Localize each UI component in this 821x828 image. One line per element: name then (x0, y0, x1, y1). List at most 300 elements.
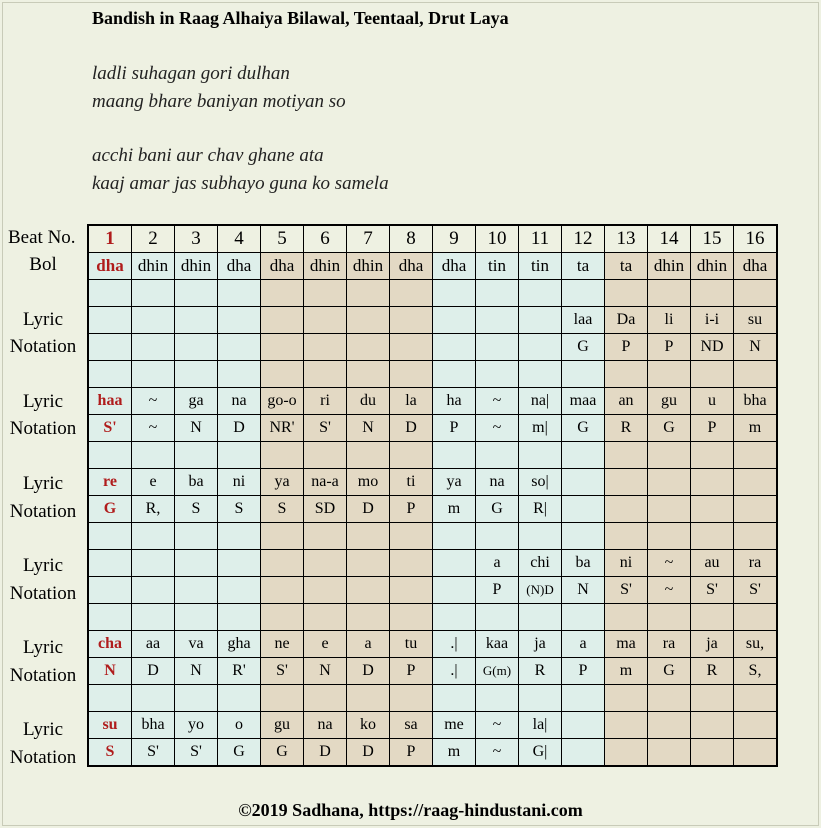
lyric-cell (433, 550, 476, 577)
lyric-cell: va (175, 631, 218, 658)
notation-cell (261, 577, 304, 604)
spacer-cell (562, 523, 605, 550)
notation-cell: R (519, 658, 562, 685)
spacer-cell (648, 685, 691, 712)
lyric-line-2: maang bhare baniyan motiyan so (92, 91, 346, 112)
spacer-cell (605, 442, 648, 469)
copyright-footer: ©2019 Sadhana, https://raag-hindustani.com (238, 800, 583, 820)
spacer-cell (88, 604, 132, 631)
bol-cell: ta (605, 253, 648, 280)
lyric-cell: su (734, 307, 778, 334)
spacer-cell (519, 604, 562, 631)
lyric-cell: a (476, 550, 519, 577)
lyric-cell (88, 550, 132, 577)
bol-cell: dha (218, 253, 261, 280)
lyric-cell: ma (605, 631, 648, 658)
lyric-cell: an (605, 388, 648, 415)
lyric-cell (562, 469, 605, 496)
lyric-cell: cha (88, 631, 132, 658)
lyric-cell: u (691, 388, 734, 415)
spacer-cell (390, 685, 433, 712)
bol-cell: dhin (175, 253, 218, 280)
spacer-cell (562, 685, 605, 712)
notation-cell (347, 334, 390, 361)
notation-cell: D (347, 496, 390, 523)
spacer-cell (648, 280, 691, 307)
beat-number: 1 (88, 225, 132, 253)
notation-cell: S' (691, 577, 734, 604)
beat-number: 9 (433, 225, 476, 253)
notation-cell: N (734, 334, 778, 361)
lyric-cell: bha (132, 712, 175, 739)
lyric-cell (519, 307, 562, 334)
notation-label: Notation (9, 664, 77, 686)
spacer-cell (734, 442, 778, 469)
notation-cell (175, 577, 218, 604)
bol-cell: dha (734, 253, 778, 280)
spacer-cell (734, 523, 778, 550)
spacer-cell (175, 280, 218, 307)
notation-cell (261, 334, 304, 361)
notation-row (88, 334, 777, 361)
lyric-cell: tu (390, 631, 433, 658)
spacer-cell (562, 361, 605, 388)
spacer-cell (691, 442, 734, 469)
notation-cell: G| (519, 739, 562, 767)
notation-cell (605, 739, 648, 767)
lyric-cell: .| (433, 631, 476, 658)
lyric-cell: so| (519, 469, 562, 496)
spacer-cell (88, 685, 132, 712)
notation-cell (648, 739, 691, 767)
spacer-cell (132, 685, 175, 712)
beat-number: 8 (390, 225, 433, 253)
notation-cell: D (304, 739, 347, 767)
notation-cell: G (562, 415, 605, 442)
notation-cell: N (175, 658, 218, 685)
spacer-cell (261, 361, 304, 388)
beat-number: 5 (261, 225, 304, 253)
lyric-cell: ja (691, 631, 734, 658)
beat-number: 3 (175, 225, 218, 253)
notation-cell: R (605, 415, 648, 442)
notation-cell (648, 496, 691, 523)
notation-cell (433, 577, 476, 604)
spacer-cell (175, 604, 218, 631)
bol-cell: dhin (648, 253, 691, 280)
spacer-cell (218, 523, 261, 550)
notation-cell: P (390, 739, 433, 767)
notation-cell: S' (261, 658, 304, 685)
notation-cell: D (347, 658, 390, 685)
lyric-label: Lyric (22, 473, 64, 495)
notation-cell (218, 334, 261, 361)
lyric-cell: ya (433, 469, 476, 496)
notation-cell: D (132, 658, 175, 685)
lyric-cell: na (218, 388, 261, 415)
lyric-cell: ba (562, 550, 605, 577)
lyric-cell (605, 469, 648, 496)
lyric-cell: re (88, 469, 132, 496)
lyric-cell: na (476, 469, 519, 496)
lyric-cell: aa (132, 631, 175, 658)
notation-cell (304, 334, 347, 361)
spacer-cell (734, 361, 778, 388)
notation-cell: ~ (132, 415, 175, 442)
lyric-cell: ri (304, 388, 347, 415)
lyric-cell: ni (218, 469, 261, 496)
notation-cell (347, 577, 390, 604)
lyric-row (88, 550, 777, 577)
lyric-cell (562, 712, 605, 739)
bol-cell: dhin (132, 253, 175, 280)
lyric-cell: gu (261, 712, 304, 739)
notation-cell: R, (132, 496, 175, 523)
lyric-cell: su, (734, 631, 778, 658)
spacer-cell (648, 604, 691, 631)
notation-cell: P (390, 496, 433, 523)
spacer-cell (691, 361, 734, 388)
notation-cell: G (261, 739, 304, 767)
lyric-cell: haa (88, 388, 132, 415)
lyric-cell (691, 712, 734, 739)
lyric-row (88, 307, 777, 334)
spacer-cell (476, 685, 519, 712)
notation-cell: m| (519, 415, 562, 442)
bol-cell: dhin (304, 253, 347, 280)
notation-cell: P (476, 577, 519, 604)
notation-cell (734, 496, 778, 523)
notation-cell: m (433, 739, 476, 767)
spacer-cell (519, 523, 562, 550)
spacer-cell (605, 523, 648, 550)
spacer-cell (519, 442, 562, 469)
notation-cell: G (562, 334, 605, 361)
lyric-cell: o (218, 712, 261, 739)
lyric-cell: me (433, 712, 476, 739)
notation-cell (691, 496, 734, 523)
notation-cell: m (433, 496, 476, 523)
notation-cell (605, 496, 648, 523)
lyric-cell: ne (261, 631, 304, 658)
spacer-cell (390, 280, 433, 307)
lyric-cell (734, 712, 778, 739)
spacer-cell (347, 280, 390, 307)
notation-cell (562, 496, 605, 523)
bol-label: Bol (29, 254, 57, 276)
lyric-cell (648, 469, 691, 496)
lyric-cell: ~ (648, 550, 691, 577)
beat-number: 6 (304, 225, 347, 253)
notation-cell (304, 577, 347, 604)
spacer-cell (605, 604, 648, 631)
lyric-cell (304, 307, 347, 334)
spacer-cell (390, 361, 433, 388)
notation-cell (390, 577, 433, 604)
spacer-cell (304, 685, 347, 712)
notation-cell: P (691, 415, 734, 442)
notation-cell: P (648, 334, 691, 361)
bol-cell: dhin (691, 253, 734, 280)
notation-cell: m (734, 415, 778, 442)
lyric-cell: au (691, 550, 734, 577)
beat-number: 13 (605, 225, 648, 253)
notation-cell (218, 577, 261, 604)
lyric-cell: a (562, 631, 605, 658)
spacer-cell (132, 604, 175, 631)
lyric-cell: Da (605, 307, 648, 334)
beat-number: 14 (648, 225, 691, 253)
spacer-cell (261, 685, 304, 712)
lyric-cell (347, 550, 390, 577)
notation-cell: S' (132, 739, 175, 767)
spacer-cell (132, 442, 175, 469)
lyric-cell (390, 550, 433, 577)
notation-cell (519, 334, 562, 361)
notation-cell: S (175, 496, 218, 523)
notation-cell (691, 739, 734, 767)
bol-cell: dha (433, 253, 476, 280)
lyric-cell: li (648, 307, 691, 334)
notation-cell: G(m) (476, 658, 519, 685)
spacer-cell (175, 685, 218, 712)
spacer-cell (390, 523, 433, 550)
bol-cell: dha (261, 253, 304, 280)
spacer-cell (519, 361, 562, 388)
notation-cell: D (218, 415, 261, 442)
notation-row (88, 415, 777, 442)
notation-cell: S' (304, 415, 347, 442)
lyric-row (88, 631, 777, 658)
lyric-cell (605, 712, 648, 739)
spacer-cell (691, 604, 734, 631)
spacer-cell (734, 604, 778, 631)
lyric-cell: ~ (476, 712, 519, 739)
spacer-cell (304, 280, 347, 307)
lyric-cell: ~ (132, 388, 175, 415)
spacer-cell (347, 523, 390, 550)
lyric-cell: maa (562, 388, 605, 415)
notation-cell: D (390, 415, 433, 442)
lyric-cell: ni (605, 550, 648, 577)
spacer-cell (648, 442, 691, 469)
beat-number: 15 (691, 225, 734, 253)
lyric-cell (88, 307, 132, 334)
lyric-cell: gu (648, 388, 691, 415)
notation-row (88, 496, 777, 523)
lyric-row (88, 388, 777, 415)
bol-cell: tin (476, 253, 519, 280)
spacer-cell (175, 442, 218, 469)
lyric-label: Lyric (22, 637, 64, 659)
spacer-cell (88, 523, 132, 550)
lyric-cell: e (132, 469, 175, 496)
bol-cell: ta (562, 253, 605, 280)
spacer-cell (175, 361, 218, 388)
spacer-cell (218, 442, 261, 469)
spacer-cell (132, 361, 175, 388)
lyric-cell: chi (519, 550, 562, 577)
notation-cell: S, (734, 658, 778, 685)
spacer-cell (433, 361, 476, 388)
beat-number: 10 (476, 225, 519, 253)
lyric-cell (132, 307, 175, 334)
spacer-cell (433, 685, 476, 712)
page-title: Bandish in Raag Alhaiya Bilawal, Teentaal, Drut Laya (92, 8, 509, 28)
notation-cell: S' (175, 739, 218, 767)
notation-cell: NR' (261, 415, 304, 442)
spacer-cell (88, 361, 132, 388)
notation-cell: N (175, 415, 218, 442)
spacer-cell (132, 280, 175, 307)
spacer-cell (476, 604, 519, 631)
lyric-cell: na-a (304, 469, 347, 496)
spacer-cell (691, 685, 734, 712)
spacer-cell (261, 523, 304, 550)
notation-cell (88, 334, 132, 361)
lyric-cell: ga (175, 388, 218, 415)
notation-cell: SD (304, 496, 347, 523)
lyric-cell (261, 550, 304, 577)
spacer-cell (347, 442, 390, 469)
spacer-cell (304, 604, 347, 631)
notation-cell: S (261, 496, 304, 523)
spacer-cell (218, 604, 261, 631)
notation-cell: R| (519, 496, 562, 523)
lyric-cell (304, 550, 347, 577)
beat-number: 16 (734, 225, 778, 253)
lyric-cell: go-o (261, 388, 304, 415)
notation-cell: S' (734, 577, 778, 604)
lyric-cell (347, 307, 390, 334)
lyric-cell: ra (734, 550, 778, 577)
notation-cell: D (347, 739, 390, 767)
notation-cell (132, 334, 175, 361)
lyric-line-3: acchi bani aur chav ghane ata (92, 145, 324, 166)
lyric-cell: ra (648, 631, 691, 658)
notation-cell: N (304, 658, 347, 685)
lyric-cell: bha (734, 388, 778, 415)
notation-cell (88, 577, 132, 604)
notation-cell: P (562, 658, 605, 685)
notation-cell: N (562, 577, 605, 604)
lyric-cell: a (347, 631, 390, 658)
spacer-cell (218, 280, 261, 307)
notation-cell: S (218, 496, 261, 523)
spacer-cell (433, 523, 476, 550)
spacer-cell (433, 604, 476, 631)
lyric-cell: su (88, 712, 132, 739)
notation-cell: S' (605, 577, 648, 604)
bol-cell: dha (88, 253, 132, 280)
lyric-cell (476, 307, 519, 334)
lyric-cell: ba (175, 469, 218, 496)
notation-cell (433, 334, 476, 361)
lyric-cell (390, 307, 433, 334)
lyric-cell: e (304, 631, 347, 658)
notation-cell: R (691, 658, 734, 685)
spacer-cell (347, 685, 390, 712)
lyric-cell (433, 307, 476, 334)
notation-cell: N (347, 415, 390, 442)
lyric-cell (175, 550, 218, 577)
notation-label: Notation (9, 418, 77, 440)
notation-cell: ND (691, 334, 734, 361)
notation-cell: .| (433, 658, 476, 685)
lyric-cell: gha (218, 631, 261, 658)
notation-row (88, 577, 777, 604)
lyric-cell (734, 469, 778, 496)
lyrics-block (92, 60, 389, 198)
lyric-cell: la| (519, 712, 562, 739)
spacer-cell (304, 523, 347, 550)
notation-cell: G (476, 496, 519, 523)
notation-cell: P (433, 415, 476, 442)
lyric-cell: sa (390, 712, 433, 739)
spacer-cell (433, 442, 476, 469)
spacer-cell (648, 361, 691, 388)
lyric-cell: ti (390, 469, 433, 496)
notation-cell: S (88, 739, 132, 767)
lyric-line-1: ladli suhagan gori dulhan (92, 63, 290, 84)
lyric-cell (218, 307, 261, 334)
lyric-cell: laa (562, 307, 605, 334)
lyric-cell: i-i (691, 307, 734, 334)
spacer-row (88, 523, 777, 550)
lyric-line-4: kaaj amar jas subhayo guna ko samela (92, 173, 389, 194)
lyric-cell: du (347, 388, 390, 415)
spacer-cell (175, 523, 218, 550)
notation-cell: G (218, 739, 261, 767)
lyric-cell (175, 307, 218, 334)
notation-cell: S' (88, 415, 132, 442)
spacer-cell (304, 442, 347, 469)
spacer-cell (734, 280, 778, 307)
spacer-row (88, 442, 777, 469)
spacer-cell (261, 442, 304, 469)
bol-cell: dha (390, 253, 433, 280)
spacer-cell (476, 280, 519, 307)
lyric-cell: mo (347, 469, 390, 496)
lyric-cell: yo (175, 712, 218, 739)
spacer-cell (476, 361, 519, 388)
notation-cell: P (605, 334, 648, 361)
notation-cell: G (648, 415, 691, 442)
notation-cell: N (88, 658, 132, 685)
spacer-cell (218, 685, 261, 712)
spacer-cell (691, 280, 734, 307)
lyric-label: Lyric (22, 555, 64, 577)
spacer-cell (347, 361, 390, 388)
lyric-cell: ~ (476, 388, 519, 415)
lyric-label: Lyric (22, 309, 64, 331)
notation-grid (87, 224, 778, 767)
beat-number: 12 (562, 225, 605, 253)
notation-cell: P (390, 658, 433, 685)
spacer-cell (734, 685, 778, 712)
lyric-cell (648, 712, 691, 739)
spacer-cell (347, 604, 390, 631)
notation-cell: G (648, 658, 691, 685)
spacer-cell (691, 523, 734, 550)
spacer-cell (605, 361, 648, 388)
lyric-cell (132, 550, 175, 577)
spacer-cell (390, 604, 433, 631)
spacer-cell (562, 442, 605, 469)
beat-number: 11 (519, 225, 562, 253)
notation-label: Notation (9, 746, 77, 768)
notation-label: Notation (9, 500, 77, 522)
